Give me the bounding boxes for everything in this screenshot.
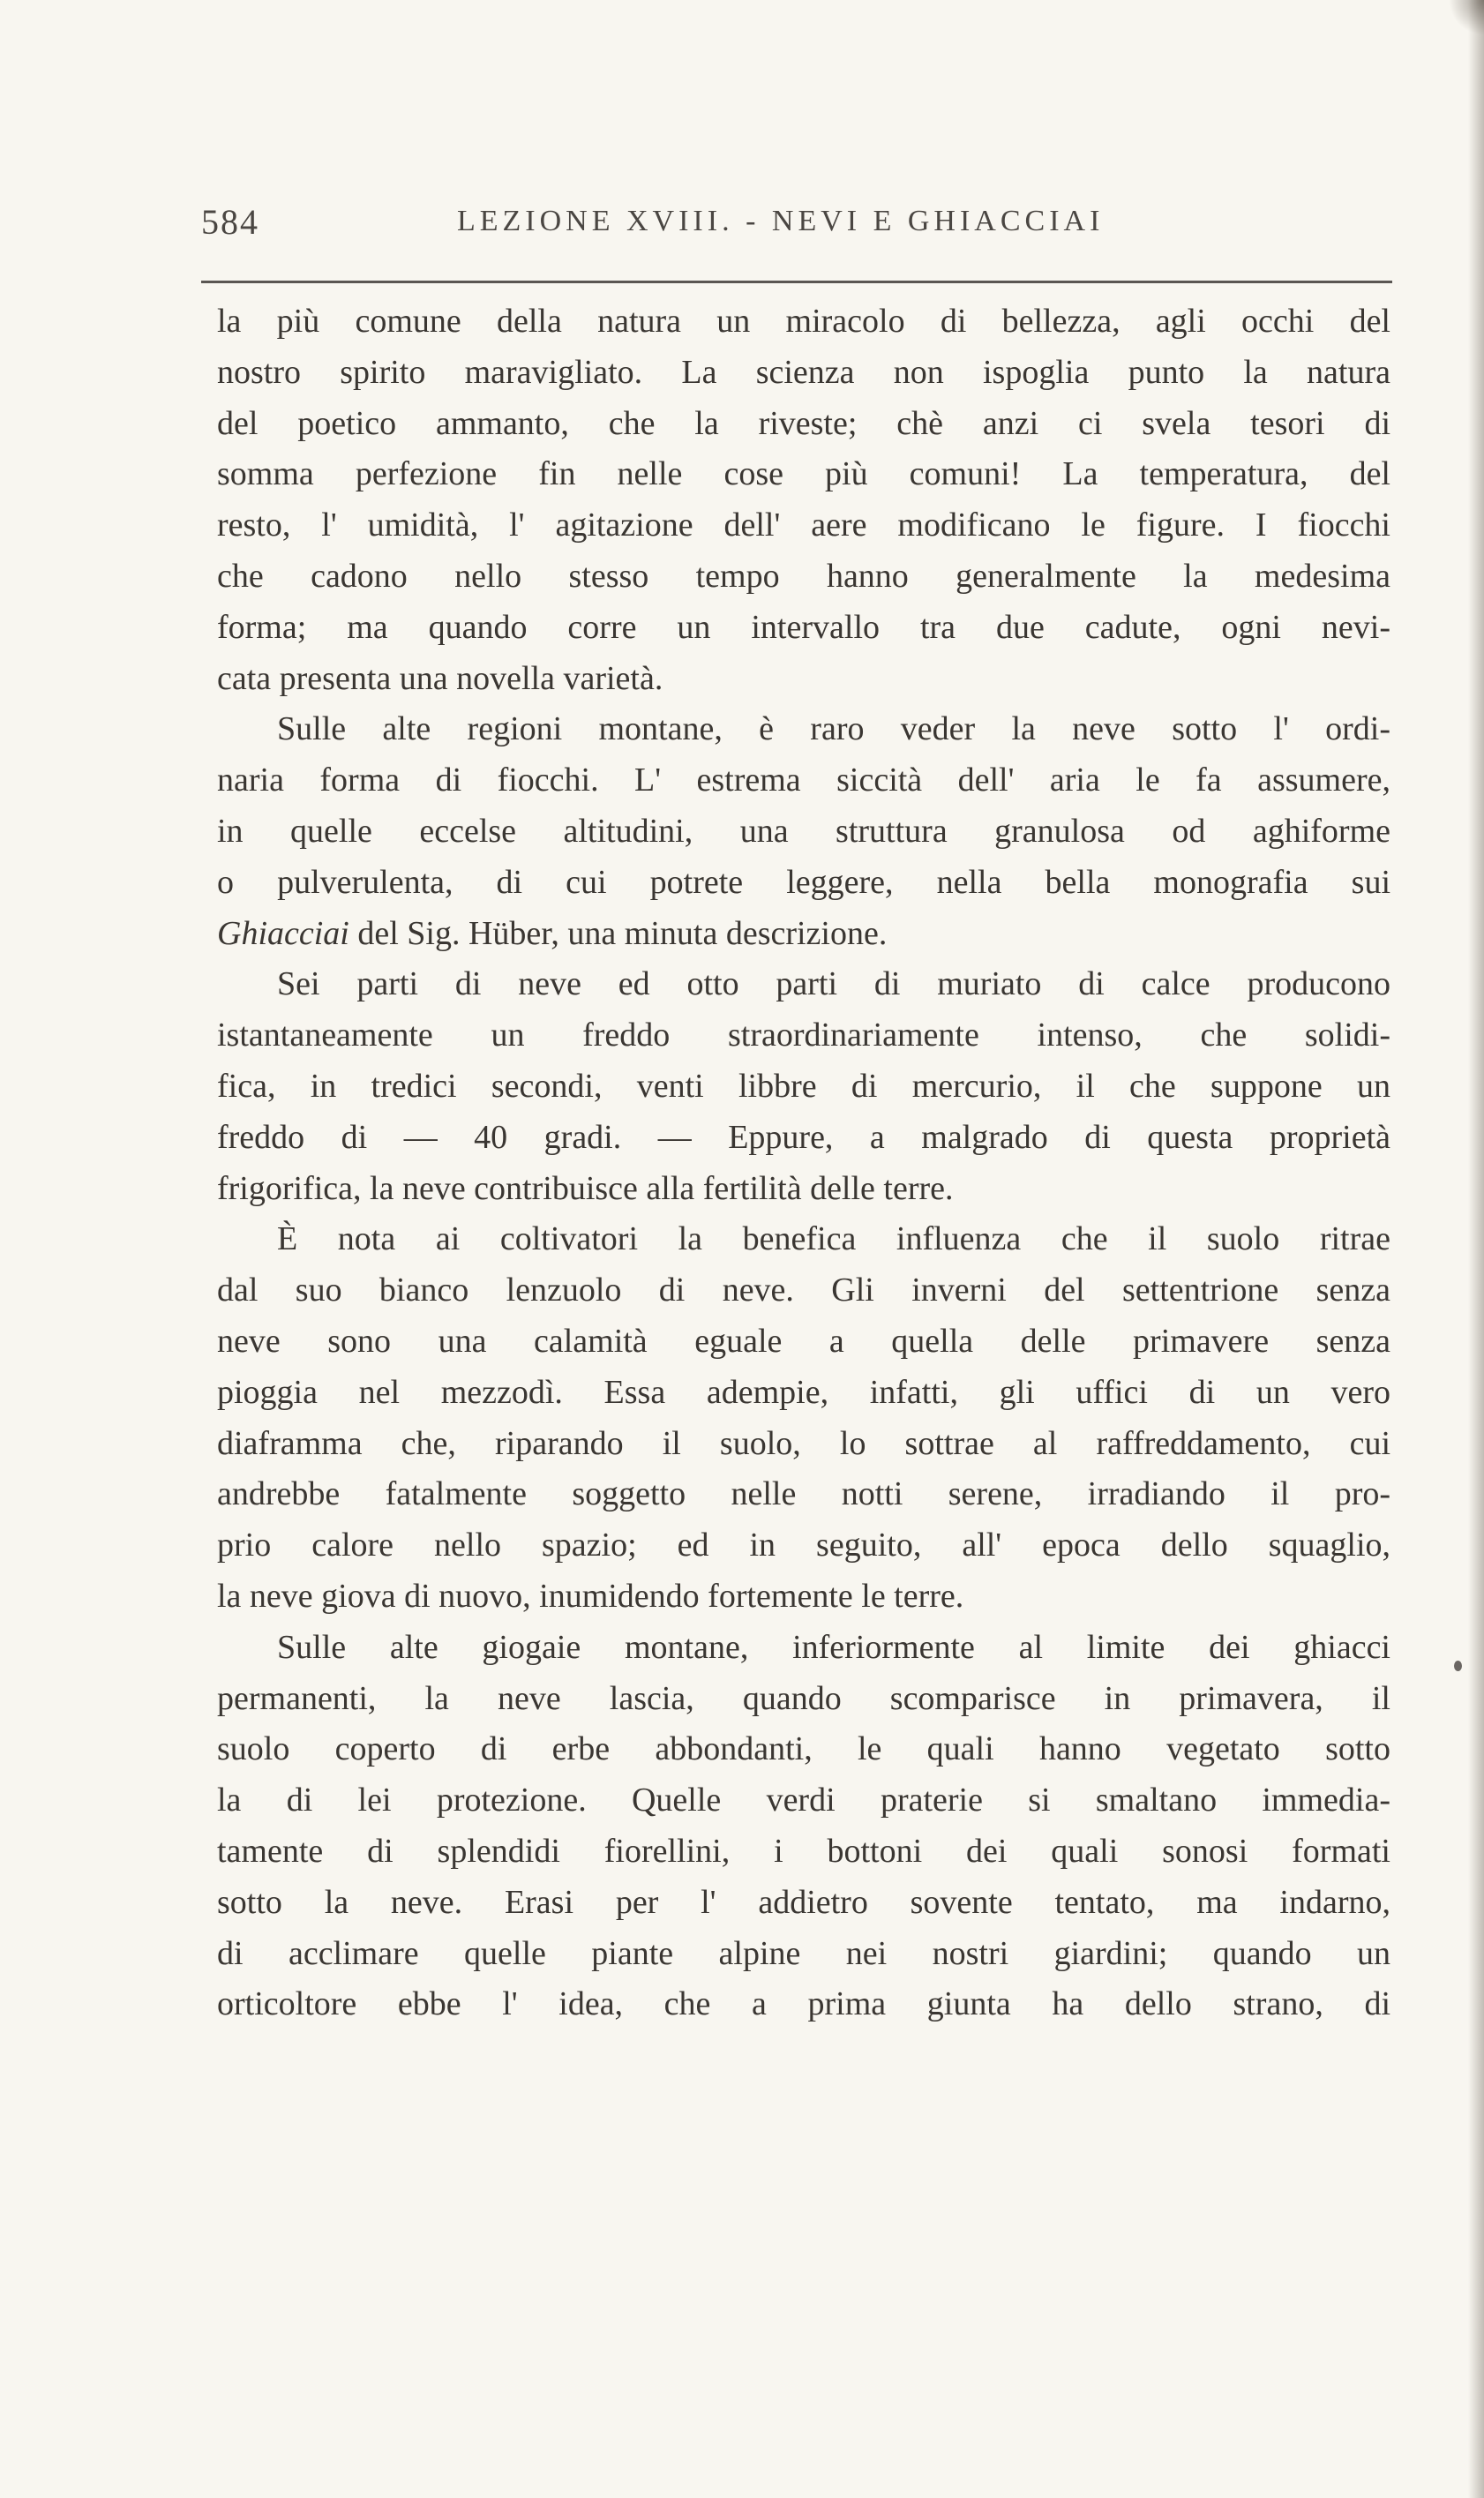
text-line: Sei parti di neve ed otto parti di muriato di calce producono	[277, 965, 1390, 1003]
text-line: neve sono una calamità eguale a quella delle primavere senza	[217, 1322, 1390, 1360]
text-line: forma; ma quando corre un intervallo tra due cadute, ogni nevi-	[217, 608, 1390, 646]
text-line: sotto la neve. Erasi per l' addietro sovente tentato, ma indarno,	[217, 1883, 1390, 1921]
ink-speck	[1454, 1661, 1462, 1671]
body-text	[217, 296, 1390, 2030]
text-line: naria forma di fiocchi. L' estrema siccità dell' aria le fa assumere,	[217, 761, 1390, 799]
page-edge-shadow	[1468, 0, 1484, 2498]
text-line: la di lei protezione. Quelle verdi praterie si smaltano immedia-	[217, 1782, 1390, 1819]
text-line: diaframma che, riparando il suolo, lo sottrae al raffreddamento, cui	[217, 1424, 1390, 1462]
text-line: in quelle eccelse altitudini, una struttura granulosa od aghiforme	[217, 812, 1390, 850]
text-line: somma perfezione fin nelle cose più comuni! La temperatura, del	[217, 455, 1390, 493]
text-line: che cadono nello stesso tempo hanno generalmente la medesima	[217, 557, 1390, 595]
text-line: dal suo bianco lenzuolo di neve. Gli inverni del settentrione senza	[217, 1272, 1390, 1309]
page-corner-shadow	[1449, 0, 1484, 35]
text-line: orticoltore ebbe l' idea, che a prima giunta ha dello strano, di	[217, 1985, 1390, 2023]
paragraph-5	[217, 1623, 1390, 2030]
text-line: freddo di — 40 gradi. — Eppure, a malgrado di questa proprietà	[217, 1118, 1390, 1156]
text-line: andrebbe fatalmente soggetto nelle notti serene, irradiando il pro-	[217, 1475, 1390, 1513]
text-line: la neve giova di nuovo, inumidendo fortemente le terre.	[217, 1577, 964, 1615]
text-line: cata presenta una novella varietà.	[217, 659, 663, 697]
text-line: o pulverulenta, di cui potrete leggere, nella bella monografia sui	[217, 863, 1390, 901]
header-rule	[201, 281, 1392, 283]
text-line: Sulle alte regioni montane, è raro veder la neve sotto l' ordi-	[277, 710, 1390, 748]
text-line: Sulle alte giogaie montane, inferiormente al limite dei ghiacci	[277, 1628, 1390, 1666]
text-line: È nota ai coltivatori la benefica influenza che il suolo ritrae	[277, 1220, 1390, 1258]
text-line: la più comune della natura un miracolo di bellezza, agli occhi del	[217, 303, 1390, 340]
text-line: tamente di splendidi fiorellini, i bottoni dei quali sonosi formati	[217, 1832, 1390, 1870]
text-line: permanenti, la neve lascia, quando scomparisce in primavera, il	[217, 1679, 1390, 1717]
chapter-title: LEZIONE XVIII. - NEVI E GHIACCIAI	[457, 205, 1105, 237]
italic-text: Ghiacciai	[217, 914, 349, 952]
text-line: resto, l' umidità, l' agitazione dell' aere modificano le figure. I fiocchi	[217, 506, 1390, 544]
text-line: Ghiacciai del Sig. Hüber, una minuta descrizione.	[217, 914, 888, 952]
paragraph-4	[217, 1214, 1390, 1622]
text-line: di acclimare quelle piante alpine nei nostri giardini; quando un	[217, 1934, 1390, 1972]
paragraph-2	[217, 704, 1390, 959]
text-line: istantaneamente un freddo straordinariamente intenso, che solidi-	[217, 1016, 1390, 1054]
text-line: suolo coperto di erbe abbondanti, le quali hanno vegetato sotto	[217, 1730, 1390, 1768]
paragraph-3	[217, 959, 1390, 1214]
running-head	[201, 201, 1401, 254]
paragraph-1	[217, 296, 1390, 704]
text-line: prio calore nello spazio; ed in seguito, all' epoca dello squaglio,	[217, 1527, 1390, 1564]
page-number: 584	[201, 202, 259, 242]
text-line: del poetico ammanto, che la riveste; chè anzi ci svela tesori di	[217, 404, 1390, 442]
text-line: pioggia nel mezzodì. Essa adempie, infatti, gli uffici di un vero	[217, 1373, 1390, 1411]
text-line: fica, in tredici secondi, venti libbre di mercurio, il che suppone un	[217, 1067, 1390, 1105]
text-line: frigorifica, la neve contribuisce alla fertilità delle terre.	[217, 1169, 954, 1207]
text-line: nostro spirito maravigliato. La scienza non ispoglia punto la natura	[217, 353, 1390, 391]
